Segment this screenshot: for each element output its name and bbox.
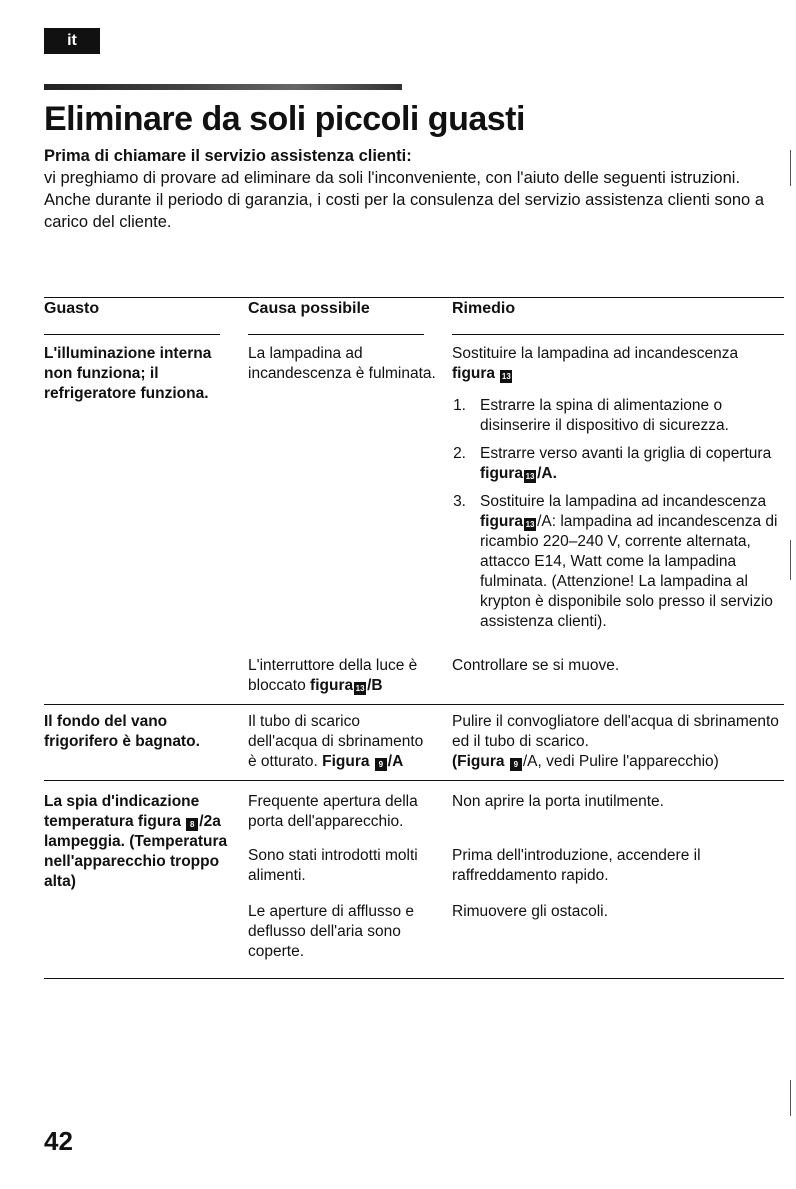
row2-cause: Il tubo di scarico dell'acqua di sbrinamento è otturato. Figura 9 /A (248, 713, 424, 770)
row1-cause-2: L'interruttore della luce è bloccato figura 13 /B (248, 657, 418, 694)
figure-13-icon: 13 (355, 684, 365, 693)
header-remedy: Rimedio (452, 300, 516, 317)
row2-remedy: Pulire il convogliatore dell'acqua di sbrinamento ed il tubo di scarico. (Figura 9 /A, vedi Pulire l'apparecchio) (452, 713, 779, 770)
header-rule-remedy (452, 334, 784, 335)
row3-cause-2: Sono stati introdotti molti alimenti. (248, 847, 418, 884)
row1-remedy-intro: Sostituire la lampadina ad incandescenza figura 13 (452, 345, 739, 382)
header-cause: Causa possibile (248, 300, 370, 317)
step-2: 2. Estrarre verso avanti la griglia di copertura figura 13 /A. (453, 445, 772, 482)
row1-cause-1: La lampadina ad incandescenza è fulminata. (248, 345, 436, 382)
row1-remedy-2: Controllare se si muove. (452, 657, 620, 674)
header-fault: Guasto (44, 300, 100, 317)
intro-lead: Prima di chiamare il servizio assistenza clienti: (44, 147, 412, 165)
row3-cause-1: Frequente apertura della porta dell'apparecchio. (248, 793, 418, 830)
row1-rule (44, 704, 784, 705)
table-top-rule (44, 297, 784, 298)
row2-fault: Il fondo del vano frigorifero è bagnato. (44, 713, 200, 750)
scan-edge-mark (790, 1080, 791, 1116)
figure-9-icon: 9 (510, 758, 522, 771)
header-rule-fault (44, 334, 220, 335)
figure-9-icon: 9 (375, 758, 387, 771)
intro-paragraph-2: Anche durante il periodo di garanzia, i costi per la consulenza del servizio assistenza clienti sono a carico del cliente. (44, 191, 764, 231)
page-title: Eliminare da soli piccoli guasti (44, 100, 525, 138)
figure-13-icon: 13 (525, 520, 535, 529)
row2-rule (44, 780, 784, 781)
figure-13-icon: 13 (525, 472, 535, 481)
row3-remedy-2: Prima dell'introduzione, accendere il raffreddamento rapido. (452, 847, 701, 884)
page-number: 42 (44, 1126, 73, 1156)
scan-edge-mark (790, 150, 791, 186)
figure-13-icon: 13 (501, 372, 511, 381)
title-rule (44, 84, 402, 90)
intro-paragraph-1: vi preghiamo di provare ad eliminare da soli l'inconveniente, con l'aiuto delle seguenti istruzioni. (44, 169, 741, 187)
language-badge: it (44, 28, 100, 54)
step-3: 3. Sostituire la lampadina ad incandescenza figura 13 /A: lampadina ad incandescenza di ricambio 220–240 V, corrente alternata, attacco E14, Watt come la lampadina fulminata. (Attenzione! La lampadina al krypton è disponibile solo presso il servizio assistenza clienti). (453, 493, 778, 630)
row1-fault: L'illuminazione interna non funziona; il refrigeratore funziona. (44, 345, 212, 402)
table-bottom-rule (44, 978, 784, 979)
figure-8-icon: 8 (186, 818, 198, 831)
header-rule-cause (248, 334, 424, 335)
row3-remedy-1: Non aprire la porta inutilmente. (452, 793, 664, 810)
row3-remedy-3: Rimuovere gli ostacoli. (452, 903, 608, 920)
row3-cause-3: Le aperture di afflusso e deflusso dell'aria sono coperte. (248, 903, 415, 960)
row3-fault: La spia d'indicazione temperatura figura 8 /2a lampeggia. (Temperatura nell'apparecchio troppo alta) (44, 793, 228, 890)
intro-section (44, 145, 774, 233)
row1-remedy (452, 344, 784, 640)
row1-steps (452, 396, 784, 632)
scan-edge-mark (790, 540, 791, 580)
step-1: 1. Estrarre la spina di alimentazione o disinserire il dispositivo di sicurezza. (453, 397, 729, 434)
